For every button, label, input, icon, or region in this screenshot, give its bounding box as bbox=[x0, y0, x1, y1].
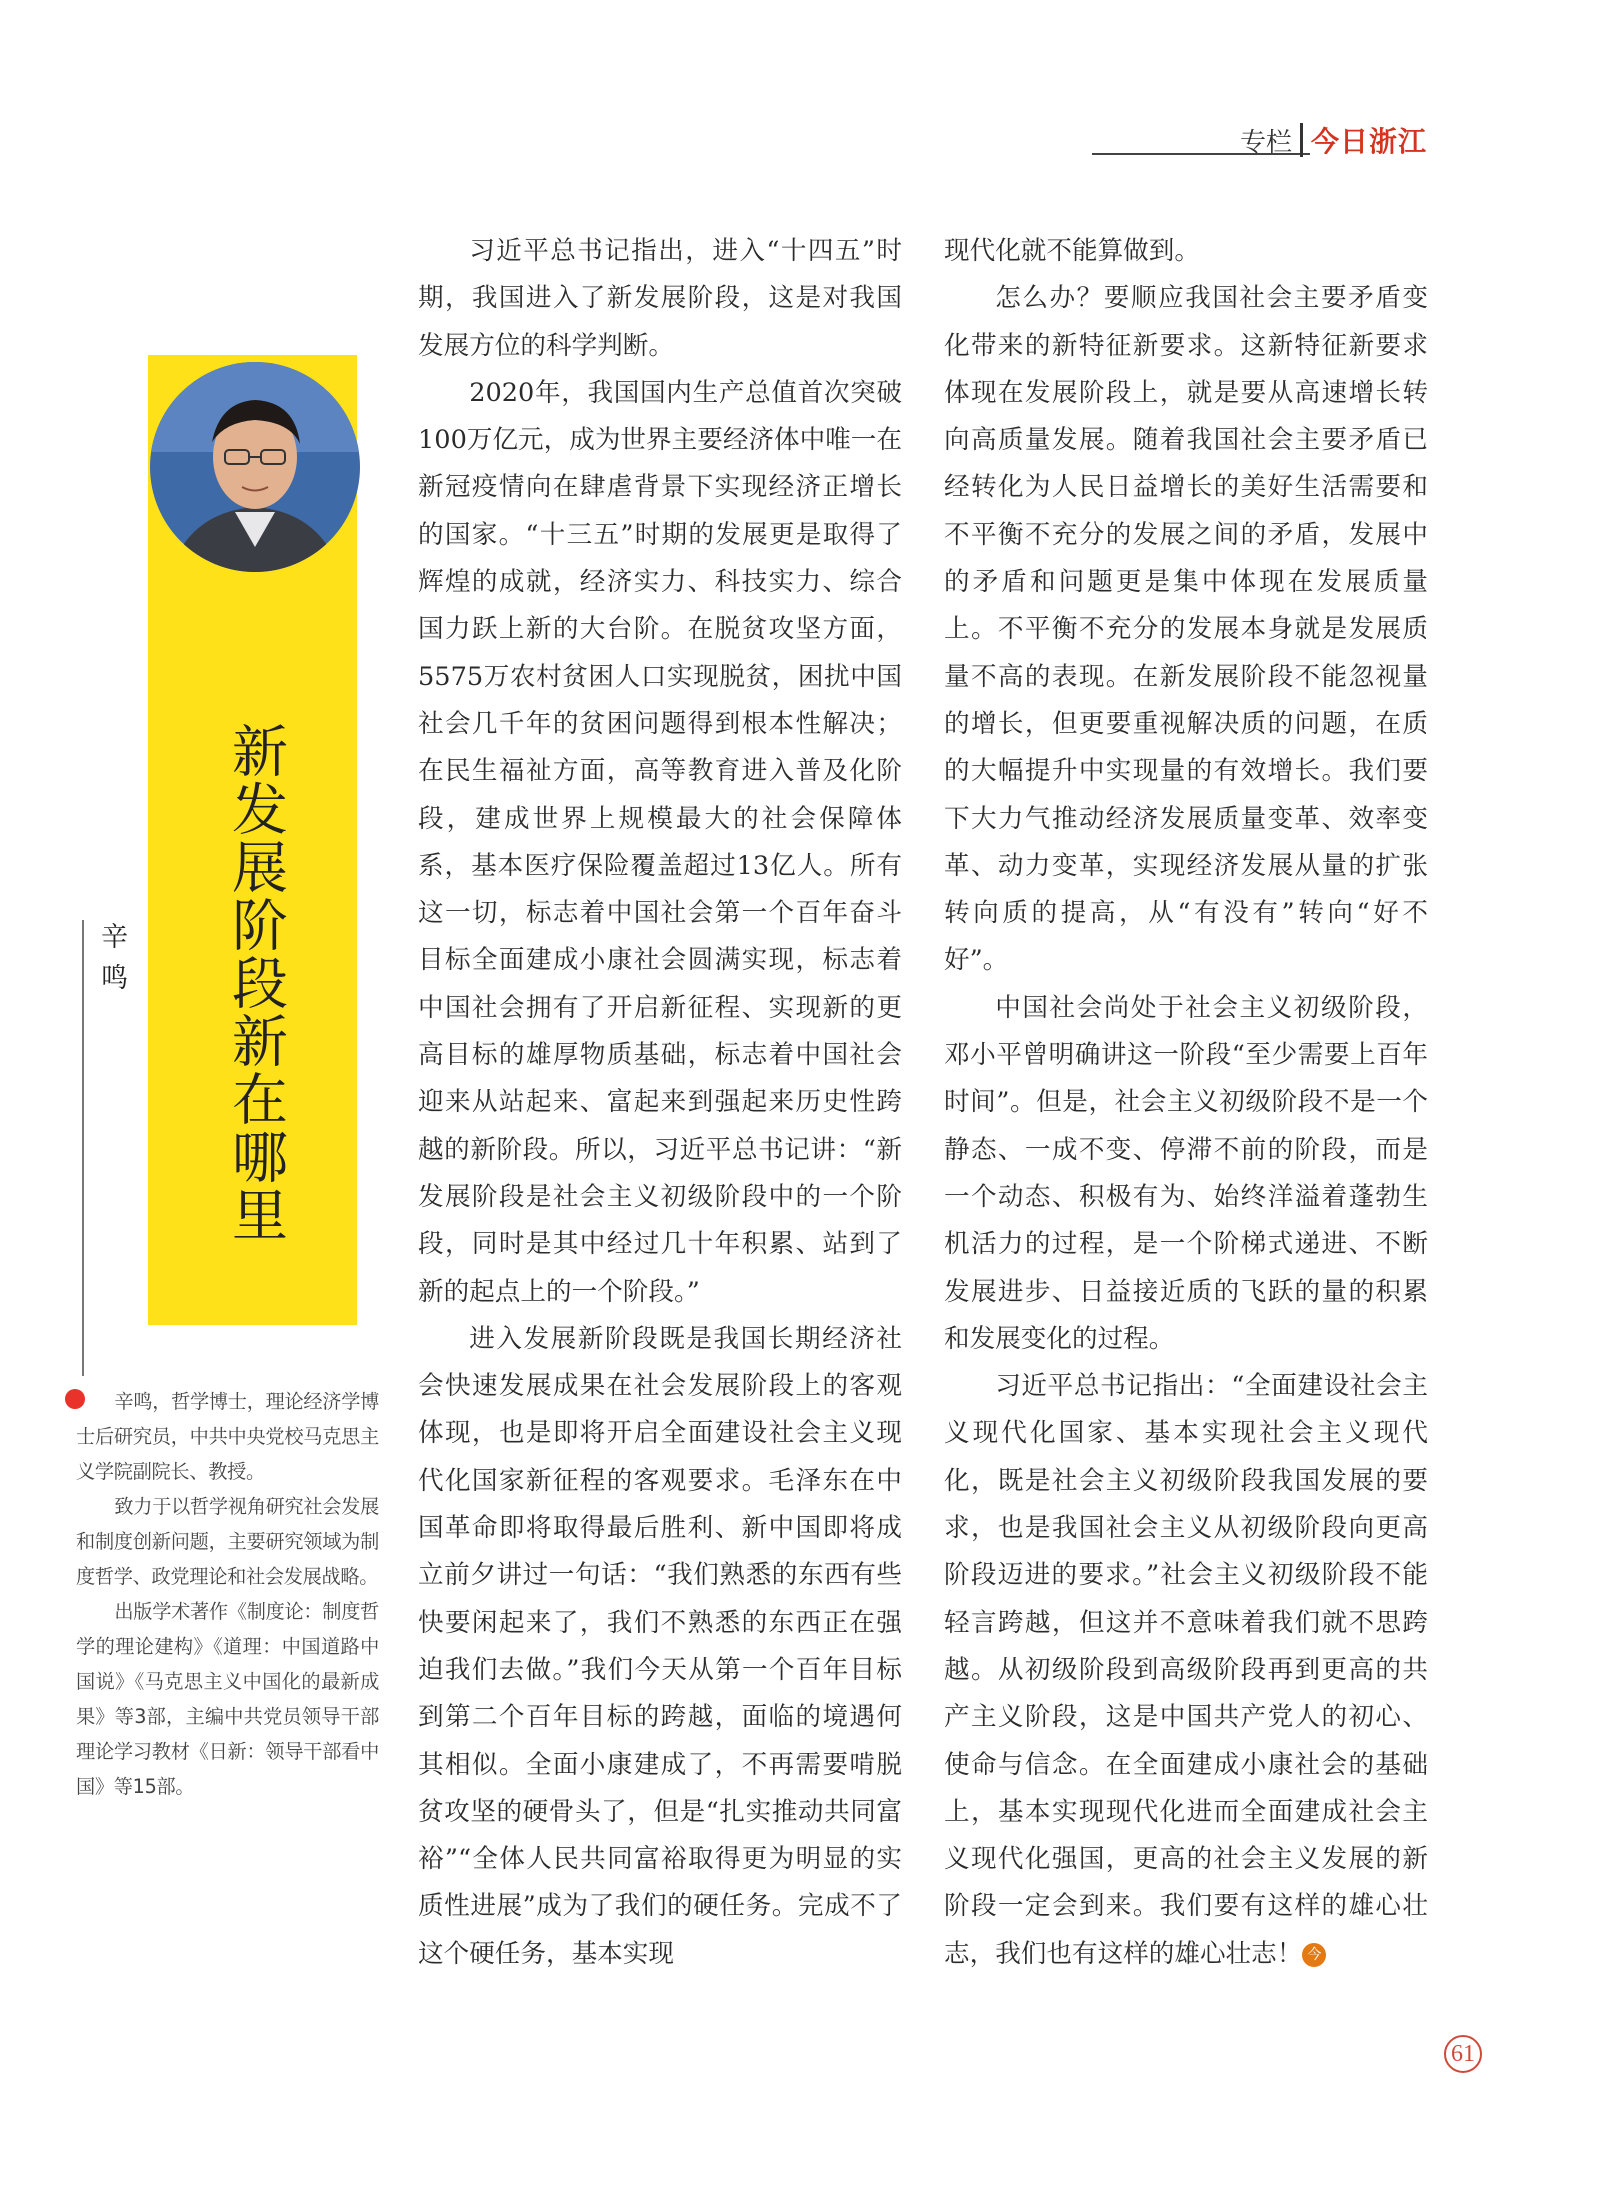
paragraph: 现代化就不能算做到。 bbox=[944, 236, 1200, 266]
column-label: 专栏 bbox=[1240, 127, 1293, 158]
paragraph: 2020年，我国国内生产总值首次突破100万亿元，成为世界主要经济体中唯一在新冠疫情向在肆虐背景下实现经济正增长的国家。“十三五”时期的发展更是取得了辉煌的成就，经济实力、科技实力、综合国力跃上新的大台阶。在脱贫攻坚方面，5575万农村贫困人口实现脱贫，困扰中国社会几千年的贫困问题得到根本性解决；在民生福祉方面，高等教育进入普及化阶段，建成世界上规模最大的社会保障体系，基本医疗保险覆盖超过13亿人。所有这一切，标志着中国社会第一个百年奋斗目标全面建成小康社会圆满实现，标志着中国社会拥有了开启新征程、实现新的更高目标的雄厚物质基础，标志着中国社会迎来从站起来、富起来到强起来历史性跨越的新阶段。所以，习近平总书记讲：“新发展阶段是社会主义初级阶段中的一个阶段，同时是其中经过几十年积累、站到了新的起点上的一个阶段。” bbox=[418, 377, 902, 1307]
page-header bbox=[1240, 120, 1427, 160]
magazine-logo: 今日浙江 bbox=[1311, 125, 1428, 158]
author-bio bbox=[76, 1384, 379, 1804]
article-column-2 bbox=[944, 228, 1428, 1978]
article-column-1 bbox=[418, 228, 902, 1978]
bio-paragraph: 致力于以哲学视角研究社会发展和制度创新问题，主要研究领域为制度哲学、政党理论和社会发展战略。 bbox=[76, 1495, 379, 1588]
paragraph-text: 习近平总书记指出：“全面建设社会主义现代化国家、基本实现社会主义现代化，既是社会主义初级阶段我国发展的要求，也是我国社会主义从初级阶段向更高阶段迈进的要求。”社会主义初级阶段不能轻言跨越，但这并不意味着我们就不思跨越。从初级阶段到高级阶段再到更高的共产主义阶段，这是中国共产党人的初心、使命与信念。在全面建成小康社会的基础上，基本实现现代化进而全面建成社会主义现代化强国，更高的社会主义发展的新阶段一定会到来。我们要有这样的雄心壮志，我们也有这样的雄心壮志！ bbox=[944, 1371, 1428, 1969]
paragraph: 习近平总书记指出，进入“十四五”时期，我国进入了新发展阶段，这是对我国发展方位的科学判断。 bbox=[418, 236, 902, 361]
paragraph: 怎么办？要顺应我国社会主要矛盾变化带来的新特征新要求。这新特征新要求体现在发展阶段上，就是要从高速增长转向高质量发展。随着我国社会主要矛盾已经转化为人民日益增长的美好生活需要和不平衡不充分的发展之间的矛盾，发展中的矛盾和问题更是集中体现在发展质量上。不平衡不充分的发展本身就是发展质量不高的表现。在新发展阶段不能忽视量的增长，但更要重视解决质的问题，在质的大幅提升中实现量的有效增长。我们要下大力气推动经济发展质量变革、效率变革、动力变革，实现经济发展从量的扩张转向质的提高，从“有没有”转向“好不好”。 bbox=[944, 283, 1428, 976]
author-photo bbox=[150, 362, 360, 572]
page-number: 61 bbox=[1444, 2035, 1482, 2073]
author-rule bbox=[82, 920, 84, 1376]
paragraph: 进入发展新阶段既是我国长期经济社会快速发展成果在社会发展阶段上的客观体现，也是即将开启全面建设社会主义现代化国家新征程的客观要求。毛泽东在中国革命即将取得最后胜利、新中国即将成立前夕讲过一句话：“我们熟悉的东西有些快要闲起来了，我们不熟悉的东西正在强迫我们去做。”我们今天从第一个百年目标到第二个百年目标的跨越，面临的境遇何其相似。全面小康建成了，不再需要啃脱贫攻坚的硬骨头了，但是“扎实推动共同富裕”“全体人民共同富裕取得更为明显的实质性进展”成为了我们的硬任务。完成不了这个硬任务，基本实现 bbox=[418, 1323, 902, 1969]
paragraph bbox=[944, 1363, 1428, 1978]
bio-paragraph: 出版学术著作《制度论：制度哲学的理论建构》《道理：中国道路中国说》《马克思主义中国化的最新成果》等3部，主编中共党员领导干部理论学习教材《日新：领导干部看中国》等15部。 bbox=[76, 1600, 379, 1798]
end-mark-icon: 今 bbox=[1302, 1943, 1326, 1967]
header-divider bbox=[1300, 123, 1303, 157]
author-name: 辛鸣 bbox=[96, 922, 127, 1004]
article-title: 新发展阶段新在哪里 bbox=[223, 722, 288, 1244]
bio-paragraph: 辛鸣，哲学博士，理论经济学博士后研究员，中共中央党校马克思主义学院副院长、教授。 bbox=[76, 1390, 379, 1483]
paragraph: 中国社会尚处于社会主义初级阶段，邓小平曾明确讲这一阶段“至少需要上百年时间”。但是，社会主义初级阶段不是一个静态、一成不变、停滞不前的阶段，而是一个动态、积极有为、始终洋溢着蓬勃生机活力的过程，是一个阶梯式递进、不断发展进步、日益接近质的飞跃的量的积累和发展变化的过程。 bbox=[944, 992, 1428, 1354]
